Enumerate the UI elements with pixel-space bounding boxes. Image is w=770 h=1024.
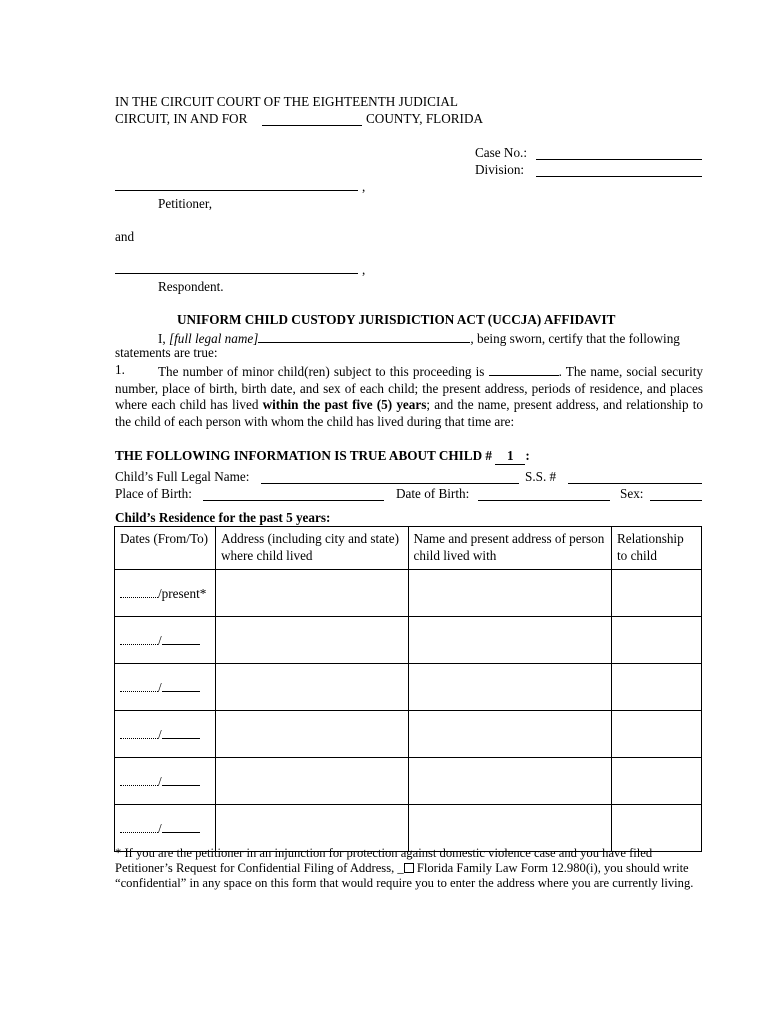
relationship-cell[interactable] xyxy=(612,617,702,664)
table-header-row xyxy=(115,527,702,570)
case-no-label: Case No.: xyxy=(475,145,528,160)
sworn-statement-line2: statements are true: xyxy=(115,345,218,360)
item1-text-a: The number of minor child(ren) subject to this proceeding is xyxy=(158,364,485,379)
footnote-line1: * If you are the petitioner in an injunction for protection against domestic violence case and you have filed xyxy=(115,846,653,860)
date-slash: / xyxy=(158,774,162,789)
date-slash: / xyxy=(158,680,162,695)
child-heading-colon: : xyxy=(525,448,530,463)
court-heading-line2-suffix: COUNTY, FLORIDA xyxy=(366,111,483,126)
respondent-label: Respondent. xyxy=(158,279,224,294)
table-row xyxy=(115,664,702,711)
header-person: Name and present address of person child lived with xyxy=(408,527,611,570)
to-date-field[interactable] xyxy=(162,772,200,786)
from-date-field[interactable] xyxy=(120,772,158,786)
full-name-field[interactable] xyxy=(258,329,470,343)
checkbox-icon[interactable] xyxy=(404,863,414,873)
address-cell[interactable] xyxy=(215,617,408,664)
from-date-field[interactable] xyxy=(120,584,158,598)
date-slash: / xyxy=(158,821,162,836)
address-cell[interactable] xyxy=(215,805,408,852)
table-row xyxy=(115,805,702,852)
respondent-comma: , xyxy=(362,262,366,277)
table-row xyxy=(115,758,702,805)
from-date-field[interactable] xyxy=(120,725,158,739)
date-slash: / xyxy=(158,633,162,648)
court-heading-line2-prefix: CIRCUIT, IN AND FOR xyxy=(115,111,248,126)
ssn-field[interactable] xyxy=(568,483,702,484)
child-heading-text: THE FOLLOWING INFORMATION IS TRUE ABOUT CHILD # xyxy=(115,448,493,463)
county-field[interactable] xyxy=(262,125,362,126)
sworn-statement-line1 xyxy=(158,329,680,347)
child-section-heading xyxy=(115,448,530,465)
petitioner-comma: , xyxy=(362,179,366,194)
item1-text xyxy=(115,362,703,430)
address-cell[interactable] xyxy=(215,711,408,758)
person-cell[interactable] xyxy=(408,805,611,852)
dob-label: Date of Birth: xyxy=(396,486,470,501)
relationship-cell[interactable] xyxy=(612,711,702,758)
person-cell[interactable] xyxy=(408,711,611,758)
from-date-field[interactable] xyxy=(120,631,158,645)
relationship-cell[interactable] xyxy=(612,664,702,711)
address-cell[interactable] xyxy=(215,664,408,711)
person-cell[interactable] xyxy=(408,664,611,711)
from-date-field[interactable] xyxy=(120,678,158,692)
child-number[interactable]: 1 xyxy=(495,448,525,465)
court-heading-line1: IN THE CIRCUIT COURT OF THE EIGHTEENTH JUDICIAL xyxy=(115,94,458,109)
table-row xyxy=(115,711,702,758)
child-full-name-label: Child’s Full Legal Name: xyxy=(115,469,250,484)
person-cell[interactable] xyxy=(408,570,611,617)
date-cell[interactable] xyxy=(115,805,216,852)
birthplace-label: Place of Birth: xyxy=(115,486,192,501)
relationship-cell[interactable] xyxy=(612,758,702,805)
header-dates: Dates (From/To) xyxy=(115,527,216,570)
child-count-field[interactable] xyxy=(489,362,559,376)
from-date-field[interactable] xyxy=(120,819,158,833)
date-cell[interactable] xyxy=(115,570,216,617)
division-field[interactable] xyxy=(536,176,702,177)
date-cell[interactable] xyxy=(115,664,216,711)
header-relationship: Relationship to child xyxy=(612,527,702,570)
division-label: Division: xyxy=(475,162,525,177)
to-date-field[interactable] xyxy=(162,678,200,692)
footnote-line3: “confidential” in any space on this form that would require you to enter the address where you are currently living. xyxy=(115,876,694,890)
case-no-field[interactable] xyxy=(536,159,702,160)
relationship-cell[interactable] xyxy=(612,805,702,852)
person-cell[interactable] xyxy=(408,758,611,805)
address-cell[interactable] xyxy=(215,570,408,617)
date-slash: / xyxy=(158,727,162,742)
footnote-line2-b: Florida Family Law Form 12.980(i), you should write xyxy=(416,861,689,875)
date-cell[interactable] xyxy=(115,617,216,664)
footnote xyxy=(115,846,715,891)
date-cell[interactable] xyxy=(115,758,216,805)
table-row xyxy=(115,617,702,664)
address-cell[interactable] xyxy=(215,758,408,805)
footnote-line2-a: Petitioner’s Request for Confidential Filing of Address, _ xyxy=(115,861,404,875)
dob-field[interactable] xyxy=(478,500,610,501)
sworn-prefix: I, xyxy=(158,331,166,346)
residence-table xyxy=(114,526,702,852)
child-full-name-field[interactable] xyxy=(261,483,519,484)
person-cell[interactable] xyxy=(408,617,611,664)
date-cell[interactable] xyxy=(115,711,216,758)
to-date-field[interactable] xyxy=(162,819,200,833)
sex-label: Sex: xyxy=(620,486,644,501)
footnote-line2 xyxy=(115,861,715,876)
ssn-label: S.S. # xyxy=(525,469,557,484)
and-label: and xyxy=(115,229,135,244)
petitioner-label: Petitioner, xyxy=(158,196,213,211)
to-date-field[interactable] xyxy=(162,631,200,645)
item1-number: 1. xyxy=(115,362,125,377)
present-label: /present* xyxy=(158,586,207,601)
item1-text-b: . The name, social security number, place of birth, birth date, and sex of each child; the present address, periods of residence, and places where each child has lived xyxy=(115,364,704,413)
item1-bold: within the past five (5) years xyxy=(262,397,427,413)
full-name-placeholder: [full legal name] xyxy=(169,331,259,346)
sworn-suffix: , being sworn, certify that the following xyxy=(470,331,680,346)
relationship-cell[interactable] xyxy=(612,570,702,617)
affidavit-title: UNIFORM CHILD CUSTODY JURISDICTION ACT (UCCJA) AFFIDAVIT xyxy=(177,312,616,327)
to-date-field[interactable] xyxy=(162,725,200,739)
item1-text-c: ; and the name, present address, and relationship to the child of each person with whom the child has lived during that time are: xyxy=(115,397,703,429)
table-row xyxy=(115,570,702,617)
header-address: Address (including city and state) where child lived xyxy=(215,527,408,570)
petitioner-name-field[interactable] xyxy=(115,190,358,191)
birthplace-field[interactable] xyxy=(203,500,384,501)
respondent-name-field[interactable] xyxy=(115,273,358,274)
sex-field[interactable] xyxy=(650,500,702,501)
residence-heading: Child’s Residence for the past 5 years: xyxy=(115,510,331,525)
